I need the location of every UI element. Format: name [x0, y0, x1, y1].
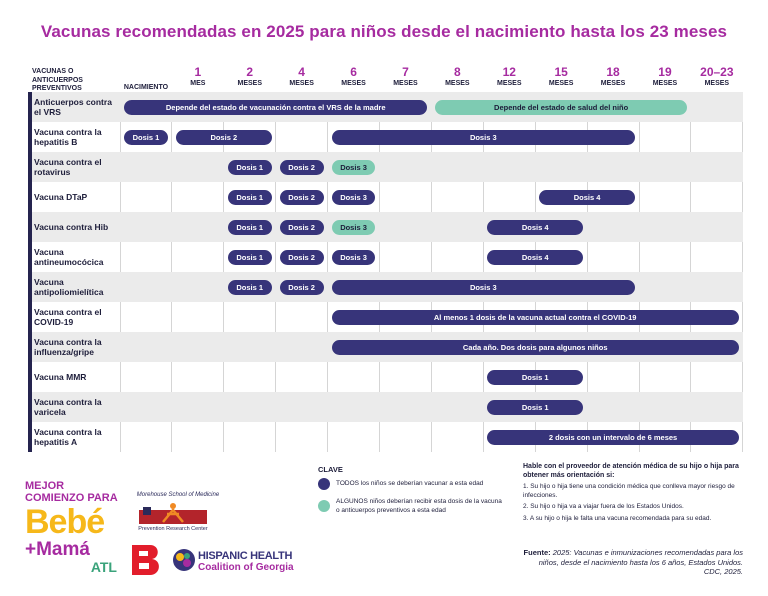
vaccine-row [28, 272, 743, 302]
dose-bar: Dosis 1 [487, 400, 583, 415]
row-accent [28, 422, 32, 452]
vaccine-row [28, 152, 743, 182]
vaccine-row [28, 92, 743, 122]
info-title: Hable con el proveedor de atención médica de su hijo o hija para obtener más orientación si: [523, 463, 739, 479]
dose-bar: Dosis 3 [332, 130, 635, 145]
vaccine-row [28, 422, 743, 452]
column-header: 2 MESES [237, 65, 262, 87]
vaccine-row [28, 212, 743, 242]
dose-bar: Dosis 4 [487, 220, 583, 235]
b-brand-icon [128, 543, 164, 577]
vaccine-name: Vacuna contra el rotavirus [34, 157, 102, 177]
row-accent [28, 272, 32, 302]
dose-bar: Depende del estado de salud del niño [435, 100, 687, 115]
dose-bar: Al menos 1 dosis de la vacuna actual contra el COVID-19 [332, 310, 739, 325]
dose-bar: Dosis 1 [228, 220, 272, 235]
vaccine-row [28, 302, 743, 332]
vaccine-name: Vacuna contra el COVID-19 [34, 307, 102, 327]
globe-icon [172, 548, 196, 572]
column-header: 7 MESES [393, 65, 418, 87]
row-accent [28, 182, 32, 212]
dose-bar: Depende del estado de vacunación contra el VRS de la madre [124, 100, 427, 115]
vaccine-row [28, 242, 743, 272]
vaccine-name: Vacuna contra la hepatitis B [34, 127, 102, 147]
column-header: 1 MES [190, 65, 206, 87]
row-accent [28, 152, 32, 182]
dose-bar: Dosis 2 [280, 250, 324, 265]
vaccine-row [28, 332, 743, 362]
dose-bar: Dosis 1 [487, 370, 583, 385]
row-accent [28, 362, 32, 392]
vaccine-row [28, 182, 743, 212]
dose-bar: Dosis 1 [228, 160, 272, 175]
vaccine-name: Vacuna contra la influenza/gripe [34, 337, 102, 357]
legend-all-text: TODOS los niños se deberían vacunar a esta edad [336, 480, 484, 487]
vaccine-row [28, 362, 743, 392]
dose-bar: Dosis 2 [280, 280, 324, 295]
legend-some-text: ALGUNOS niños deberían recibir esta dosis de la vacuna o anticuerpos preventivos a esta edad [336, 498, 502, 514]
row-accent [28, 122, 32, 152]
column-header: 4 MESES [289, 65, 314, 87]
dose-bar: Dosis 3 [332, 220, 376, 235]
vaccine-row [28, 122, 743, 152]
column-header: 12 MESES [496, 65, 522, 87]
dose-bar: Dosis 2 [280, 190, 324, 205]
vaccine-name: Vacuna contra la hepatitis A [34, 427, 102, 447]
info-item: 1. Su hijo o hija tiene una condición médica que conlleva mayor riesgo de infecciones. [523, 483, 735, 499]
dose-bar: Dosis 3 [332, 160, 376, 175]
row-accent [28, 332, 32, 362]
column-header: 20–23 MESES [700, 65, 734, 87]
row-accent [28, 92, 32, 122]
vaccine-name: Vacuna contra la varicela [34, 397, 102, 417]
dose-bar: Dosis 1 [228, 280, 272, 295]
info-list [523, 483, 753, 526]
dose-bar: Dosis 1 [228, 190, 272, 205]
column-header: NACIMIENTO [123, 84, 169, 91]
legend-all-swatch [318, 478, 330, 490]
dose-bar: Dosis 3 [332, 250, 376, 265]
header-vaccine-column: VACUNAS O ANTICUERPOS PREVENTIVOS [32, 68, 83, 92]
column-header: 15 MESES [548, 65, 574, 87]
vaccine-name: Vacuna contra Hib [34, 222, 109, 232]
vaccine-name: Vacuna MMR [34, 372, 87, 382]
source-citation: Fuente: 2025: Vacunas e inmunizaciones recomendadas para los niños, desde el nacimiento hasta los 6 años, Estados Unidos. CDC, 2025. [523, 548, 743, 576]
vaccine-name: Vacuna antineumocócica [34, 247, 104, 267]
dose-bar: 2 dosis con un intervalo de 6 meses [487, 430, 739, 445]
column-header: 19 MESES [652, 65, 678, 87]
page-title: Vacunas recomendadas en 2025 para niños desde el nacimiento hasta los 23 meses [40, 22, 728, 41]
info-item: 3. A su hijo o hija le falta una vacuna recomendada para su edad. [523, 514, 712, 522]
vaccine-name: Vacuna antipoliomielítica [34, 277, 104, 297]
column-header: 8 MESES [445, 65, 470, 87]
vaccine-row [28, 392, 743, 422]
dose-bar: Cada año. Dos dosis para algunos niños [332, 340, 739, 355]
dose-bar: Dosis 4 [539, 190, 635, 205]
dose-bar: Dosis 3 [332, 190, 376, 205]
info-item: 2. Su hijo o hija va a viajar fuera de los Estados Unidos. [523, 503, 684, 510]
column-header: 18 MESES [600, 65, 626, 87]
dose-bar: Dosis 1 [124, 130, 168, 145]
dose-bar: Dosis 1 [228, 250, 272, 265]
vaccine-name: Anticuerpos contra el VRS [34, 97, 112, 117]
dose-bar: Dosis 4 [487, 250, 583, 265]
bebe-mama-logo: MEJOR COMIENZO PARA Bebé +Mamá ATL [25, 480, 118, 575]
row-accent [28, 302, 32, 332]
dose-bar: Dosis 3 [332, 280, 635, 295]
dose-bar: Dosis 2 [280, 220, 324, 235]
row-accent [28, 392, 32, 422]
dose-bar: Dosis 2 [280, 160, 324, 175]
hispanic-health-logo: HISPANIC HEALTH Coalition of Georgia [172, 546, 302, 576]
dose-bar: Dosis 2 [176, 130, 272, 145]
legend-title: CLAVE [318, 465, 343, 474]
column-header: 6 MESES [341, 65, 366, 87]
row-accent [28, 212, 32, 242]
row-accent [28, 242, 32, 272]
schedule-grid [28, 60, 743, 452]
vaccine-name: Vacuna DTaP [34, 192, 88, 202]
morehouse-emblem-icon [133, 498, 213, 528]
legend-some-swatch [318, 500, 330, 512]
morehouse-logo: Morehouse School of Medicine Prevention Research Center [133, 492, 223, 536]
